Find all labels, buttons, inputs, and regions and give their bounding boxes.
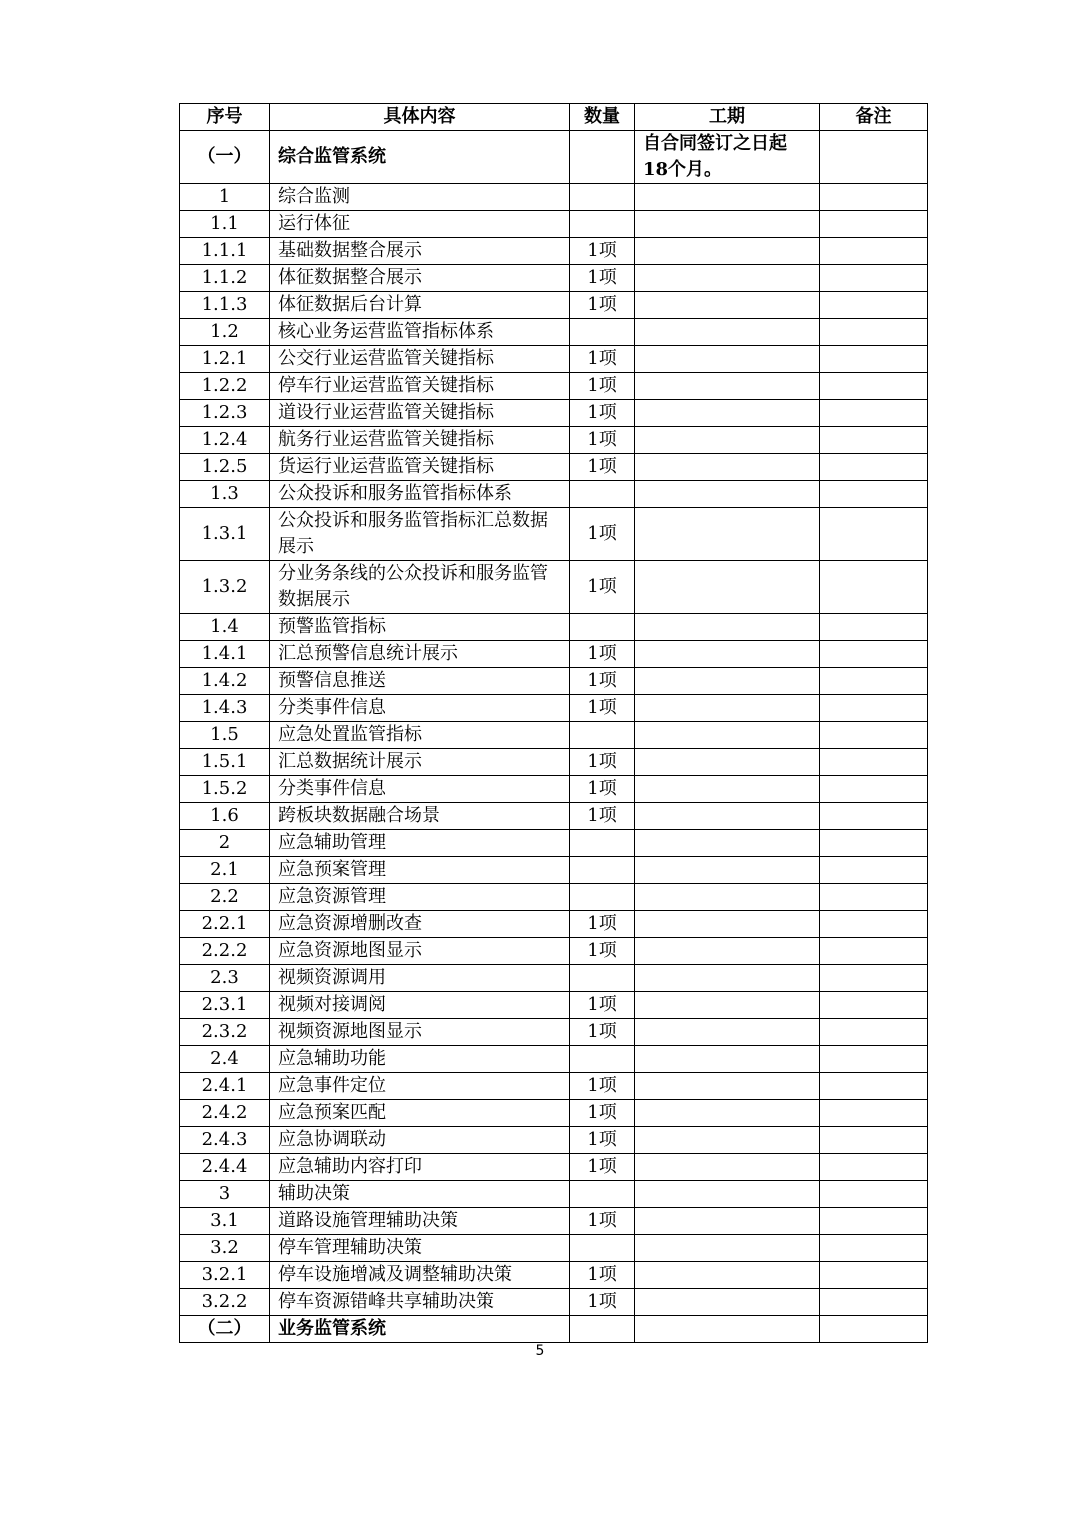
cell-num: 1.5 [180, 722, 270, 749]
cell-content: 应急资源增删改查 [270, 911, 570, 938]
cell-content: 综合监测 [270, 184, 570, 211]
table-row [180, 1154, 928, 1181]
cell-period: 自合同签订之日起18个月。 [635, 131, 820, 184]
table-row [180, 1208, 928, 1235]
cell-content: 预警监管指标 [270, 614, 570, 641]
cell-period [635, 1181, 820, 1208]
cell-qty: 1项 [570, 346, 635, 373]
cell-num: 1.6 [180, 803, 270, 830]
cell-remarks [820, 1046, 928, 1073]
cell-num: 2 [180, 830, 270, 857]
table-row [180, 911, 928, 938]
cell-remarks [820, 938, 928, 965]
cell-content: 核心业务运营监管指标体系 [270, 319, 570, 346]
cell-num: 1.4.3 [180, 695, 270, 722]
table-row [180, 614, 928, 641]
cell-qty [570, 1046, 635, 1073]
cell-num: 1.2.3 [180, 400, 270, 427]
cell-content: 业务监管系统 [270, 1316, 570, 1343]
cell-content: 汇总数据统计展示 [270, 749, 570, 776]
cell-num: 3.2 [180, 1235, 270, 1262]
table-row [180, 722, 928, 749]
cell-period [635, 1262, 820, 1289]
cell-content: 视频资源调用 [270, 965, 570, 992]
table-row [180, 1073, 928, 1100]
table-row [180, 481, 928, 508]
cell-num: 2.3.1 [180, 992, 270, 1019]
cell-num: 2.2.1 [180, 911, 270, 938]
cell-content: 汇总预警信息统计展示 [270, 641, 570, 668]
cell-remarks [820, 1289, 928, 1316]
cell-period [635, 776, 820, 803]
table-row [180, 1316, 928, 1343]
cell-content: 应急协调联动 [270, 1127, 570, 1154]
cell-num: 2.4.1 [180, 1073, 270, 1100]
cell-period [635, 211, 820, 238]
cell-qty: 1项 [570, 1262, 635, 1289]
cell-remarks [820, 749, 928, 776]
table-row [180, 668, 928, 695]
table-row [180, 265, 928, 292]
cell-qty: 1项 [570, 1100, 635, 1127]
cell-qty [570, 184, 635, 211]
cell-qty: 1项 [570, 992, 635, 1019]
cell-content: 分类事件信息 [270, 776, 570, 803]
table-row [180, 857, 928, 884]
cell-remarks [820, 830, 928, 857]
table-row [180, 1289, 928, 1316]
cell-period [635, 641, 820, 668]
cell-period [635, 238, 820, 265]
cell-content: 运行体征 [270, 211, 570, 238]
cell-content: 应急处置监管指标 [270, 722, 570, 749]
cell-num: 2.4.2 [180, 1100, 270, 1127]
cell-content: 应急辅助管理 [270, 830, 570, 857]
cell-num: 1.4.1 [180, 641, 270, 668]
cell-qty [570, 1181, 635, 1208]
cell-qty: 1项 [570, 373, 635, 400]
cell-qty: 1项 [570, 1208, 635, 1235]
cell-period [635, 911, 820, 938]
cell-remarks [820, 508, 928, 561]
cell-num: 1.3 [180, 481, 270, 508]
cell-num: （一） [180, 131, 270, 184]
cell-qty [570, 131, 635, 184]
cell-remarks [820, 265, 928, 292]
cell-content: 停车行业运营监管关键指标 [270, 373, 570, 400]
cell-remarks [820, 668, 928, 695]
cell-num: 1.1.2 [180, 265, 270, 292]
cell-num: 2.2 [180, 884, 270, 911]
header-qty: 数量 [570, 104, 635, 131]
cell-content: 停车设施增减及调整辅助决策 [270, 1262, 570, 1289]
cell-qty: 1项 [570, 238, 635, 265]
cell-period [635, 965, 820, 992]
table-row [180, 346, 928, 373]
cell-num: 2.1 [180, 857, 270, 884]
cell-num: 1.2.5 [180, 454, 270, 481]
cell-qty [570, 1235, 635, 1262]
cell-period [635, 695, 820, 722]
cell-content: 停车资源错峰共享辅助决策 [270, 1289, 570, 1316]
cell-period [635, 614, 820, 641]
cell-remarks [820, 427, 928, 454]
cell-content: 应急辅助功能 [270, 1046, 570, 1073]
cell-period [635, 454, 820, 481]
cell-content: 预警信息推送 [270, 668, 570, 695]
cell-content: 综合监管系统 [270, 131, 570, 184]
table-row [180, 1262, 928, 1289]
cell-num: 2.4.3 [180, 1127, 270, 1154]
cell-qty: 1项 [570, 1073, 635, 1100]
table-row [180, 1235, 928, 1262]
cell-content: 应急预案管理 [270, 857, 570, 884]
cell-num: 1.5.1 [180, 749, 270, 776]
cell-qty: 1项 [570, 508, 635, 561]
cell-qty: 1项 [570, 668, 635, 695]
cell-period [635, 481, 820, 508]
cell-remarks [820, 884, 928, 911]
cell-period [635, 668, 820, 695]
cell-qty [570, 319, 635, 346]
cell-period [635, 427, 820, 454]
cell-content: 视频资源地图显示 [270, 1019, 570, 1046]
cell-period [635, 857, 820, 884]
cell-content: 货运行业运营监管关键指标 [270, 454, 570, 481]
cell-remarks [820, 614, 928, 641]
cell-content: 停车管理辅助决策 [270, 1235, 570, 1262]
cell-period [635, 884, 820, 911]
cell-num: 1 [180, 184, 270, 211]
cell-remarks [820, 292, 928, 319]
table-row [180, 803, 928, 830]
cell-qty [570, 965, 635, 992]
cell-period [635, 292, 820, 319]
table-row [180, 695, 928, 722]
cell-period [635, 1019, 820, 1046]
cell-qty: 1项 [570, 695, 635, 722]
table-row [180, 776, 928, 803]
cell-num: 2.4.4 [180, 1154, 270, 1181]
cell-remarks [820, 776, 928, 803]
cell-num: 1.3.2 [180, 561, 270, 614]
cell-qty: 1项 [570, 1154, 635, 1181]
table-row [180, 641, 928, 668]
cell-period [635, 319, 820, 346]
cell-qty: 1项 [570, 265, 635, 292]
cell-period [635, 1289, 820, 1316]
cell-remarks [820, 1100, 928, 1127]
cell-remarks [820, 965, 928, 992]
cell-content: 道设行业运营监管关键指标 [270, 400, 570, 427]
cell-remarks [820, 1316, 928, 1343]
cell-remarks [820, 454, 928, 481]
cell-qty [570, 211, 635, 238]
cell-period [635, 722, 820, 749]
cell-content: 应急资源管理 [270, 884, 570, 911]
table-row [180, 400, 928, 427]
table-row [180, 427, 928, 454]
cell-remarks [820, 1127, 928, 1154]
cell-period [635, 1154, 820, 1181]
cell-num: 1.1.1 [180, 238, 270, 265]
table-row [180, 1019, 928, 1046]
cell-content: 视频对接调阅 [270, 992, 570, 1019]
cell-content: 应急预案匹配 [270, 1100, 570, 1127]
cell-period [635, 992, 820, 1019]
cell-period [635, 1127, 820, 1154]
cell-content: 公众投诉和服务监管指标体系 [270, 481, 570, 508]
cell-num: 1.5.2 [180, 776, 270, 803]
cell-remarks [820, 722, 928, 749]
cell-period [635, 1046, 820, 1073]
cell-qty [570, 1316, 635, 1343]
cell-qty: 1项 [570, 427, 635, 454]
cell-content: 公众投诉和服务监管指标汇总数据展示 [270, 508, 570, 561]
cell-remarks [820, 1073, 928, 1100]
cell-num: 3.1 [180, 1208, 270, 1235]
table-row [180, 292, 928, 319]
cell-remarks [820, 803, 928, 830]
table-row [180, 561, 928, 614]
cell-qty: 1项 [570, 938, 635, 965]
cell-remarks [820, 346, 928, 373]
table-row [180, 184, 928, 211]
cell-content: 应急辅助内容打印 [270, 1154, 570, 1181]
cell-period [635, 1073, 820, 1100]
cell-remarks [820, 1262, 928, 1289]
cell-qty: 1项 [570, 776, 635, 803]
cell-qty: 1项 [570, 400, 635, 427]
cell-remarks [820, 238, 928, 265]
table-body [180, 131, 928, 1343]
page-number: 5 [535, 1343, 545, 1359]
cell-period [635, 561, 820, 614]
cell-content: 应急事件定位 [270, 1073, 570, 1100]
cell-qty: 1项 [570, 911, 635, 938]
cell-remarks [820, 373, 928, 400]
cell-remarks [820, 992, 928, 1019]
cell-num: 3.2.1 [180, 1262, 270, 1289]
cell-qty [570, 830, 635, 857]
cell-period [635, 1316, 820, 1343]
table-row [180, 131, 928, 184]
cell-period [635, 1235, 820, 1262]
table-row [180, 1100, 928, 1127]
cell-content: 分类事件信息 [270, 695, 570, 722]
cell-qty: 1项 [570, 641, 635, 668]
cell-remarks [820, 695, 928, 722]
cell-qty [570, 722, 635, 749]
cell-qty: 1项 [570, 749, 635, 776]
cell-qty: 1项 [570, 561, 635, 614]
cell-qty [570, 481, 635, 508]
table-row [180, 992, 928, 1019]
cell-period [635, 1100, 820, 1127]
header-remarks: 备注 [820, 104, 928, 131]
cell-period [635, 265, 820, 292]
cell-qty [570, 884, 635, 911]
cell-period [635, 749, 820, 776]
cell-content: 应急资源地图显示 [270, 938, 570, 965]
cell-content: 辅助决策 [270, 1181, 570, 1208]
cell-remarks [820, 184, 928, 211]
cell-period [635, 346, 820, 373]
cell-num: 1.1 [180, 211, 270, 238]
cell-period [635, 938, 820, 965]
cell-remarks [820, 1235, 928, 1262]
table-header-row [180, 104, 928, 131]
cell-remarks [820, 911, 928, 938]
table-row [180, 319, 928, 346]
cell-qty: 1项 [570, 1289, 635, 1316]
cell-period [635, 1208, 820, 1235]
cell-content: 航务行业运营监管关键指标 [270, 427, 570, 454]
table-row [180, 238, 928, 265]
cell-remarks [820, 481, 928, 508]
cell-remarks [820, 319, 928, 346]
cell-qty: 1项 [570, 292, 635, 319]
cell-num: 3.2.2 [180, 1289, 270, 1316]
cell-remarks [820, 1208, 928, 1235]
cell-num: 1.1.3 [180, 292, 270, 319]
table-row [180, 454, 928, 481]
cell-content: 基础数据整合展示 [270, 238, 570, 265]
cell-remarks [820, 1181, 928, 1208]
cell-content: 公交行业运营监管关键指标 [270, 346, 570, 373]
cell-num: 1.3.1 [180, 508, 270, 561]
cell-period [635, 184, 820, 211]
table-row [180, 965, 928, 992]
cell-period [635, 830, 820, 857]
cell-content: 体征数据后台计算 [270, 292, 570, 319]
header-period: 工期 [635, 104, 820, 131]
cell-qty: 1项 [570, 1127, 635, 1154]
cell-remarks [820, 1154, 928, 1181]
cell-qty [570, 857, 635, 884]
table-row [180, 211, 928, 238]
cell-content: 道路设施管理辅助决策 [270, 1208, 570, 1235]
cell-content: 体征数据整合展示 [270, 265, 570, 292]
cell-num: 1.4.2 [180, 668, 270, 695]
cell-remarks [820, 641, 928, 668]
table-row [180, 749, 928, 776]
cell-qty: 1项 [570, 1019, 635, 1046]
cell-num: 2.3.2 [180, 1019, 270, 1046]
table-row [180, 830, 928, 857]
cell-num: 1.2.1 [180, 346, 270, 373]
cell-remarks [820, 400, 928, 427]
cell-period [635, 803, 820, 830]
cell-remarks [820, 857, 928, 884]
cell-remarks [820, 1019, 928, 1046]
cell-qty [570, 614, 635, 641]
table-row [180, 1046, 928, 1073]
cell-content: 跨板块数据融合场景 [270, 803, 570, 830]
cell-num: 2.2.2 [180, 938, 270, 965]
table-row [180, 373, 928, 400]
cell-num: 1.2 [180, 319, 270, 346]
work-items-table [179, 103, 928, 1343]
header-content: 具体内容 [270, 104, 570, 131]
cell-content: 分业务条线的公众投诉和服务监管数据展示 [270, 561, 570, 614]
cell-remarks [820, 131, 928, 184]
cell-qty: 1项 [570, 803, 635, 830]
cell-remarks [820, 561, 928, 614]
cell-qty: 1项 [570, 454, 635, 481]
table-row [180, 884, 928, 911]
table-row [180, 508, 928, 561]
cell-num: 3 [180, 1181, 270, 1208]
table-row [180, 938, 928, 965]
cell-num: 1.4 [180, 614, 270, 641]
cell-num: 2.4 [180, 1046, 270, 1073]
header-num: 序号 [180, 104, 270, 131]
cell-num: 1.2.2 [180, 373, 270, 400]
cell-num: 1.2.4 [180, 427, 270, 454]
cell-remarks [820, 211, 928, 238]
cell-period [635, 400, 820, 427]
cell-num: 2.3 [180, 965, 270, 992]
cell-period [635, 373, 820, 400]
cell-num: （二） [180, 1316, 270, 1343]
table-row [180, 1181, 928, 1208]
cell-period [635, 508, 820, 561]
table-row [180, 1127, 928, 1154]
